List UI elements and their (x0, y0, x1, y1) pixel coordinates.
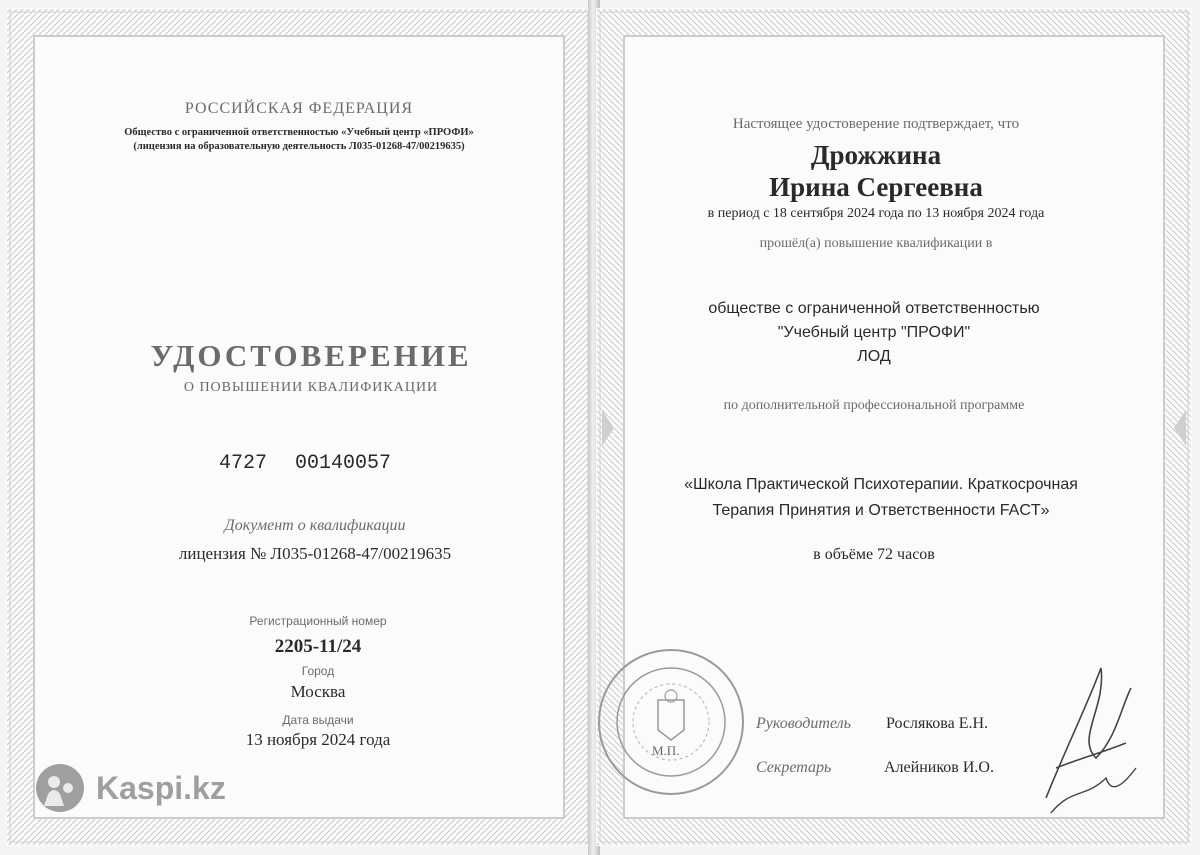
head-name: Рослякова Е.Н. (886, 715, 989, 732)
program-title-line2: Терапия Принятия и Ответственности FACT» (712, 502, 1050, 519)
program-volume: в объёме 72 часов (813, 546, 935, 563)
program-title-line1: «Школа Практической Психотерапии. Краткосрочная (684, 476, 1078, 493)
training-org-line3: ЛОД (857, 348, 891, 365)
kaspi-watermark (36, 764, 226, 812)
secretary-name: Алейников И.О. (884, 759, 994, 776)
holder-name: Ирина Сергеевна (769, 172, 983, 202)
organization-stamp (596, 638, 746, 808)
qualification-doc-label: Документ о квалификации (224, 517, 406, 534)
document-subtitle: О ПОВЫШЕНИИ КВАЛИФИКАЦИИ (183, 380, 439, 395)
training-org-line2: "Учебный центр "ПРОФИ" (777, 324, 971, 341)
issue-date-label: Дата выдачи (282, 713, 354, 727)
issuer-org-name: Общество с ограниченной ответственностью «Учебный центр «ПРОФИ» (124, 127, 474, 138)
registration-label: Регистрационный номер (249, 614, 387, 628)
city-value: Москва (290, 682, 346, 701)
handwritten-signature (1026, 648, 1146, 818)
certificate-left-page (6, 8, 592, 846)
stamp-place-label: М.П. (652, 743, 680, 758)
training-completed-text: прошёл(а) повышение квалификации в (759, 236, 993, 251)
certificate-right-page (596, 8, 1192, 846)
kaspi-logo-icon (36, 764, 84, 812)
document-series: 4727 (219, 452, 268, 475)
training-period: в период с 18 сентября 2024 года по 13 ноября 2024 года (707, 206, 1045, 221)
training-org-line1: обществе с ограниченной ответственностью (708, 300, 1040, 317)
holder-surname: Дрожжина (810, 140, 942, 170)
document-title: УДОСТОВЕРЕНИЕ (150, 338, 472, 373)
intro-text: Настоящее удостоверение подтверждает, что (732, 116, 1020, 132)
head-label: Руководитель (756, 715, 851, 732)
license-number: лицензия № Л035-01268-47/00219635 (178, 544, 452, 563)
issue-date-value: 13 ноября 2024 года (245, 730, 391, 749)
secretary-label: Секретарь (756, 759, 832, 776)
issuer-license-note: (лицензия на образовательную деятельность Л035-01268-47/00219635) (133, 141, 465, 152)
watermark-text: Kaspi.kz (96, 769, 226, 806)
program-label: по дополнительной профессиональной программе (723, 398, 1025, 413)
city-label: Город (301, 664, 335, 678)
country-heading: РОССИЙСКАЯ ФЕДЕРАЦИЯ (184, 100, 414, 117)
registration-number: 2205-11/24 (274, 636, 362, 657)
document-number: 00140057 (295, 452, 392, 475)
